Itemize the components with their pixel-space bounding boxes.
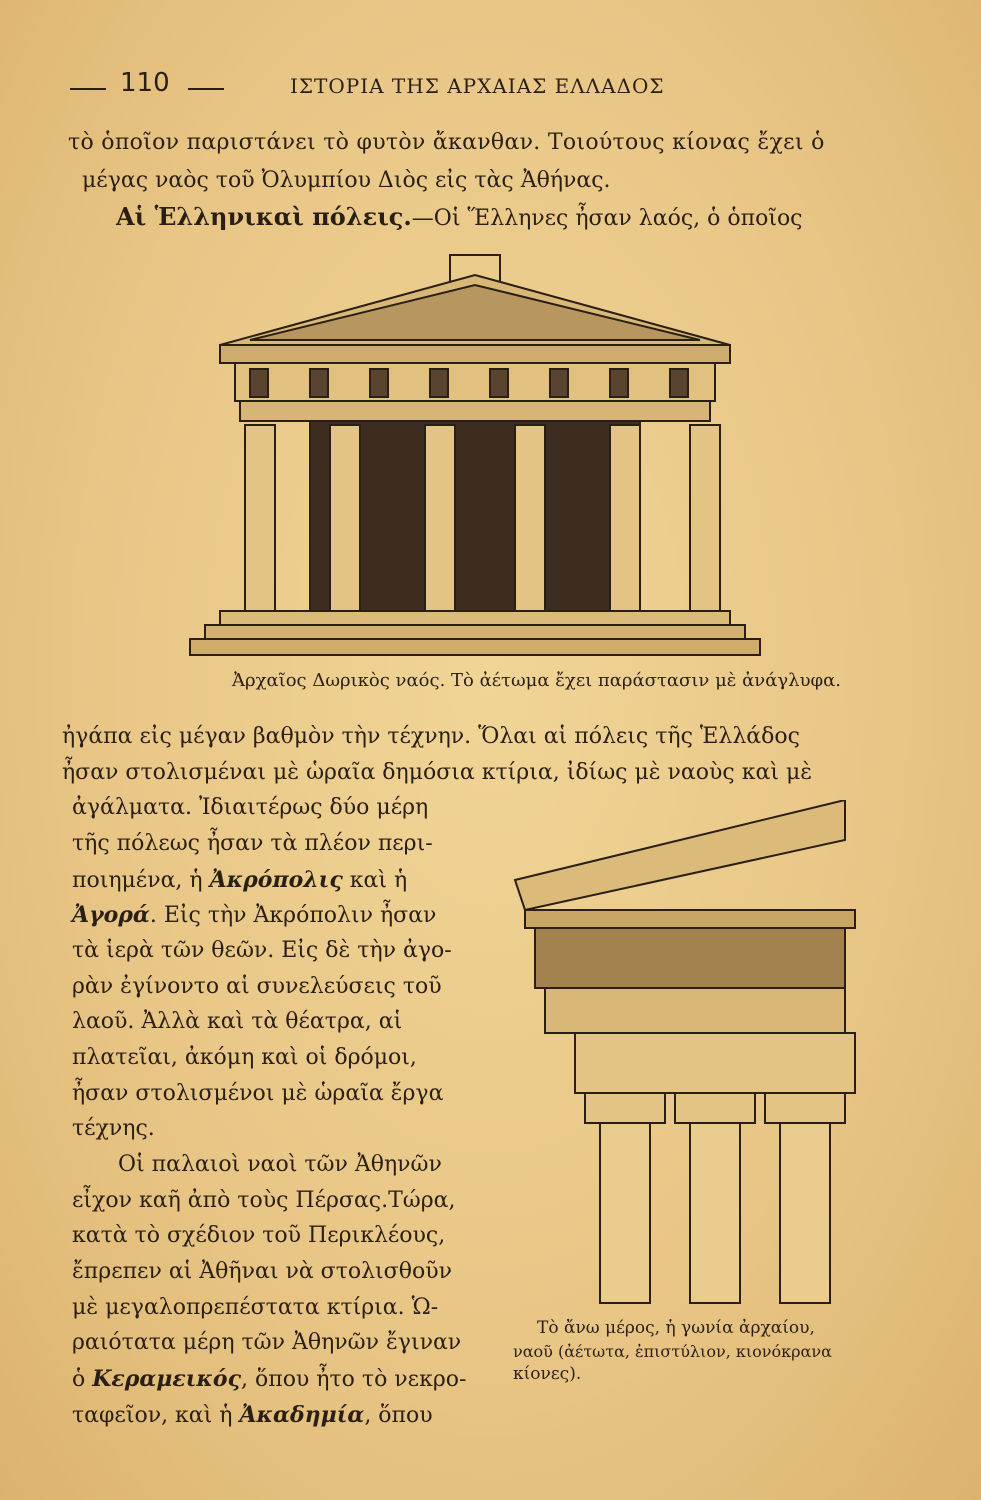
figure-caption-line: ναοῦ (ἀέτωτα, ἐπιστύλιον, κιονόκρανα [513,1342,832,1361]
emphasis-akadimia: Ἀκαδημία [239,1402,365,1428]
cornice [220,345,730,363]
text-line [72,1364,466,1395]
text-span: ποιημένα, ἡ [72,868,210,893]
step-1 [190,639,760,655]
pediment-relief [250,285,700,340]
text-line: ἀγάλματα. Ἰδιαιτέρως δύο μέρη [72,795,429,820]
text-line: ἦσαν στολισμένοι μὲ ὡραῖα ἔργα [72,1081,444,1106]
text-line: τὰ ἱερὰ τῶν θεῶν. Εἰς δὲ τὴν ἀγο- [72,938,452,963]
architrave [240,401,710,421]
running-title: ΙΣΤΟΡΙΑ ΤΗΣ ΑΡΧΑΙΑΣ ΕΛΛΑΔΟΣ [290,74,665,98]
text-span: . Εἰς τὴν Ἀκρόπολιν ἦσαν [149,903,437,928]
header-dash-left [70,88,106,90]
text-line-with-heading [116,202,803,234]
figure-caption-line: Τὸ ἄνω μέρος, ἡ γωνία ἀρχαίου, [537,1318,815,1338]
text-line: ἠγάπα εἰς μέγαν βαθμὸν τὴν τέχνην. Ὅλαι αἱ πόλεις τῆς Ἑλλάδος [62,724,800,749]
text-line: εἶχον καῆ ἀπὸ τοὺς Πέρσας.Τώρα, [72,1188,456,1213]
text-span: , ὅπου ἦτο τὸ νεκρο- [241,1367,467,1392]
corner-architrave [545,988,845,1033]
corner-columns [600,1123,830,1303]
corner-cornice [525,910,855,928]
emphasis-kerameikos: Κεραμεικός [92,1366,241,1392]
text-line: ραιότατα μέρη τῶν Ἀθηνῶν ἔγιναν [72,1330,462,1355]
text-line: ἔπρεπεν αἱ Ἀθῆναι νὰ στολισθοῦν [72,1259,452,1284]
corner-frieze [535,928,845,988]
step-2 [205,625,745,639]
text-span: καὶ ἡ [342,868,408,893]
text-line: τὸ ὁποῖον παριστάνει τὸ φυτὸν ἄκανθαν. Τοιούτους κίονας ἔχει ὁ [68,130,825,155]
text-line: ἦσαν στολισμέναι μὲ ὡραῖα δημόσια κτίρια, ἰδίως μὲ ναοὺς καὶ μὲ [62,760,813,785]
corner-pediment [515,800,845,910]
text-line [72,900,436,931]
text-line: τέχνης. [72,1116,155,1141]
text-line: πλατεῖαι, ἀκόμη καὶ οἱ δρόμοι, [72,1045,417,1070]
text-span: ταφεῖον, καὶ ἡ [72,1403,240,1428]
corner-entablature [575,1033,855,1093]
text-line: μὲ μεγαλοπρεπέστατα κτίρια. Ὡ- [72,1295,439,1320]
emphasis-acropolis: Ἀκρόπολις [209,867,343,893]
figure-caption-line: κίονες). [513,1364,582,1384]
stylobate [220,611,730,625]
text-line: ρὰν ἐγίνοντο αἱ συνελεύσεις τοῦ [72,974,442,999]
text-line: μέγας ναὸς τοῦ Ὀλυμπίου Διὸς εἰς τὰς Ἀθήνας. [82,168,611,193]
text-span: ὁ [72,1367,93,1392]
page-number: 110 [120,68,170,98]
text-line: λαοῦ. Ἀλλὰ καὶ τὰ θέατρα, αἱ [72,1009,403,1034]
text-line: τῆς πόλεως ἦσαν τὰ πλέον περι- [72,831,433,856]
header-dash-right [188,88,224,90]
ionic-capitals [585,1093,845,1123]
emphasis-agora: Ἀγορά [72,902,150,928]
running-header [70,68,870,108]
section-heading: Αἱ Ἑλληνικαὶ πόλεις. [116,202,412,231]
figure-caption: Ἀρχαῖος Δωρικὸς ναός. Τὸ ἀέτωμα ἔχει παράστασιν μὲ ἀνάγλυφα. [232,670,841,691]
doric-temple-figure [180,245,790,665]
temple-corner-figure [505,800,905,1310]
text-line [72,1400,433,1431]
text-line: κατὰ τὸ σχέδιον τοῦ Περικλέους, [72,1223,446,1248]
frieze [235,363,715,401]
text-line [72,865,407,896]
text-line-rest: —Οἱ Ἕλληνες ἦσαν λαός, ὁ ὁποῖος [411,206,803,231]
text-line: Οἱ παλαιοὶ ναοὶ τῶν Ἀθηνῶν [118,1152,442,1177]
text-span: , ὅπου [364,1403,433,1428]
